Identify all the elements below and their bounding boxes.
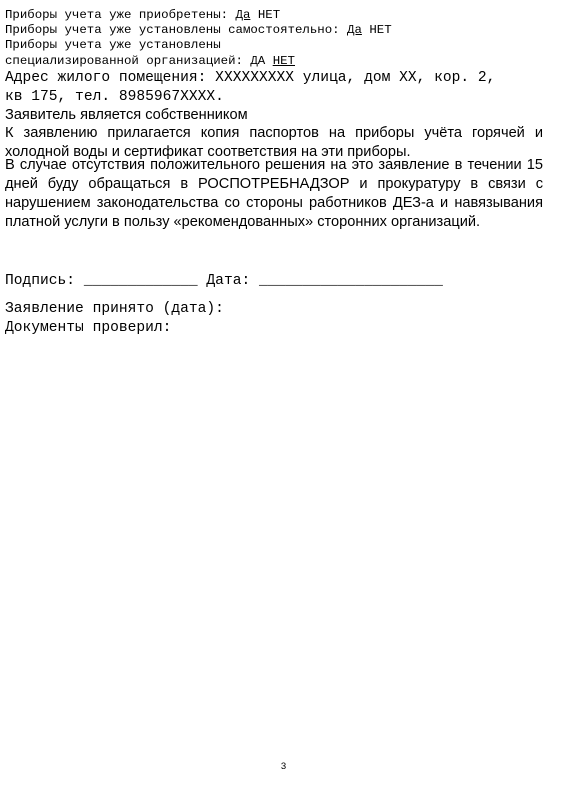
devices-purchased-label: Приборы учета уже приобретены: (5, 8, 236, 22)
devices-org-installed-no: НЕТ (272, 54, 295, 68)
devices-org-installed-yes: ДА (250, 54, 273, 68)
signature-date-line: Подпись: _____________ Дата: _____________________ (5, 273, 443, 289)
address-line-2: кв 175, тел. 8985967ХХХХ. (5, 89, 224, 105)
devices-org-installed-line-1: Приборы учета уже установлены (5, 38, 221, 52)
owner-statement: Заявитель является собственником (5, 107, 248, 123)
devices-purchased-line (5, 7, 280, 23)
address-line-1: Адрес жилого помещения: ХХХХХХХХХ улица, дом ХХ, кор. 2, (5, 70, 496, 86)
devices-purchased-yes: Да (235, 8, 251, 22)
devices-org-installed-line-2 (5, 53, 295, 69)
page-number: 3 (280, 761, 287, 772)
attachment-paragraph: К заявлению прилагается копия паспортов на приборы учёта горячей и холодной воды и сертификат соответствия на эти приборы. (5, 125, 543, 160)
accepted-date-line: Заявление принято (дата): (5, 301, 224, 317)
devices-self-installed-no: НЕТ (361, 23, 392, 37)
checked-by-line: Документы проверил: (5, 320, 172, 336)
devices-self-installed-label: Приборы учета уже установлены самостоятельно: (5, 23, 348, 37)
devices-purchased-no: НЕТ (250, 8, 281, 22)
devices-org-installed-label: специализированной организацией: (5, 54, 251, 68)
warning-paragraph: В случае отсутствия положительного решения на это заявление в течении 15 дней буду обращаться в РОСПОТРЕБНАДЗОР и прокуратуру в связи с нарушением законодательства со стороны работников ДЕЗ-а и навязывания платной услуги в пользу «рекомендованных» сторонних организаций. (5, 157, 543, 230)
devices-self-installed-line (5, 22, 392, 38)
devices-self-installed-yes: Да (347, 23, 362, 37)
